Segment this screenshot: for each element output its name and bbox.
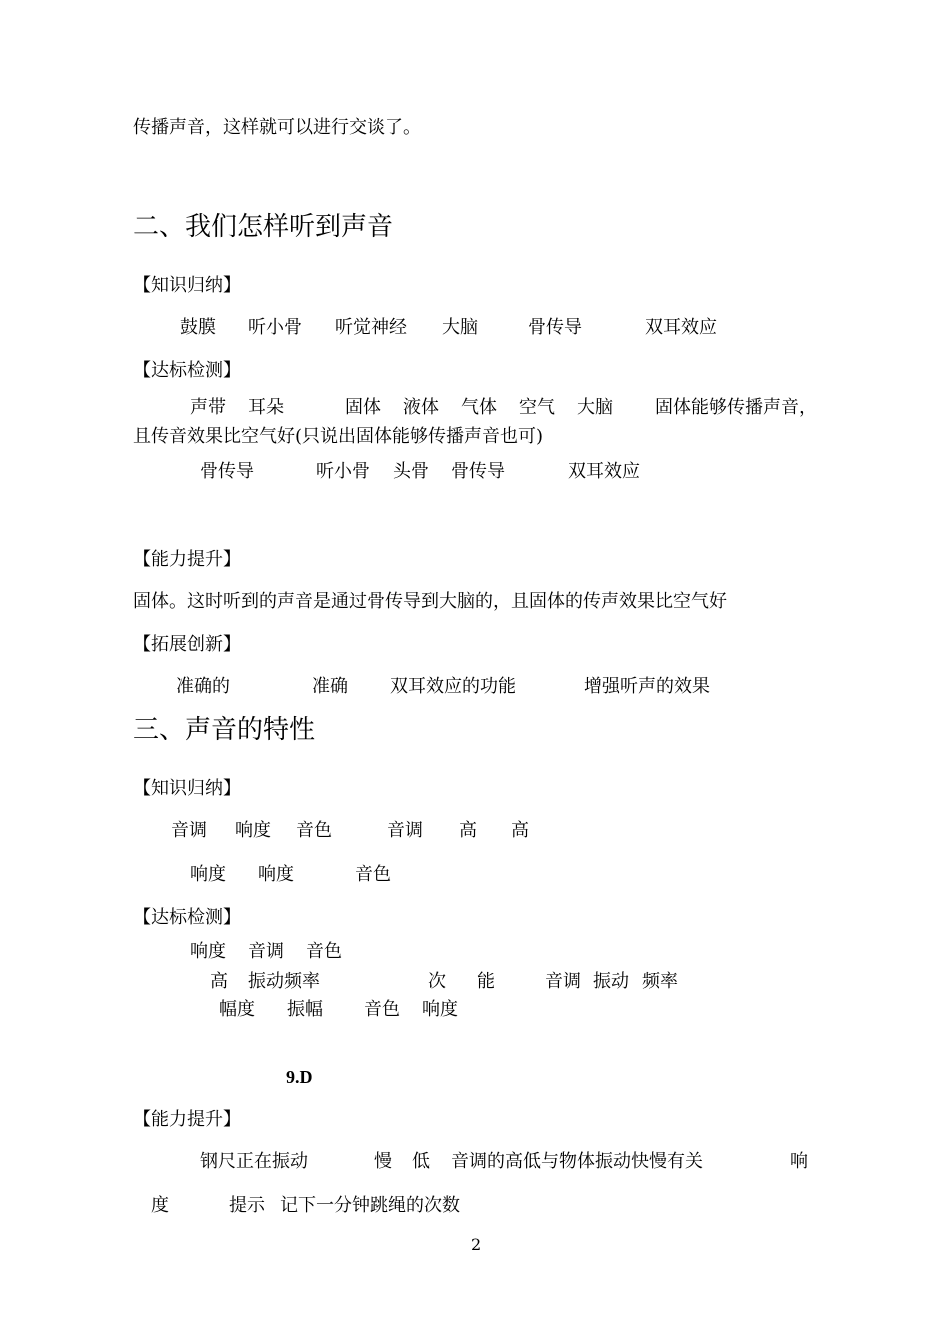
text-line: 固体。这时听到的声音是通过骨传导到大脑的，且固体的传声效果比空气好 bbox=[133, 591, 727, 612]
answer: 声带 bbox=[190, 397, 226, 418]
answer: 空气 bbox=[519, 397, 555, 418]
answer: 振动 bbox=[593, 971, 629, 992]
answer: 响度 bbox=[190, 941, 226, 962]
answer: 双耳效应 bbox=[568, 461, 640, 482]
section-heading: 二、我们怎样听到声音 bbox=[133, 212, 394, 242]
subsection-label: 【能力提升】 bbox=[133, 1109, 241, 1130]
answer: 音色 bbox=[364, 999, 400, 1020]
answer: 音调 bbox=[171, 820, 207, 841]
answer: 耳朵 bbox=[248, 397, 284, 418]
subsection-label: 【达标检测】 bbox=[133, 907, 241, 928]
answer: 大脑 bbox=[442, 317, 478, 338]
answer: 双耳效应 bbox=[645, 317, 717, 338]
subsection-label: 【知识归纳】 bbox=[133, 275, 241, 296]
subsection-label: 【知识归纳】 bbox=[133, 778, 241, 799]
answer: 音色 bbox=[296, 820, 332, 841]
answer: 固体 bbox=[345, 397, 381, 418]
answer: 骨传导 bbox=[451, 461, 505, 482]
answer: 能 bbox=[477, 971, 495, 992]
answer: 听小骨 bbox=[316, 461, 370, 482]
answer: 大脑 bbox=[577, 397, 613, 418]
text-line: 传播声音，这样就可以进行交谈了。 bbox=[133, 117, 421, 138]
answer: 度 bbox=[151, 1195, 169, 1216]
answer: 头骨 bbox=[393, 461, 429, 482]
answer: 高 bbox=[511, 820, 529, 841]
answer: 次 bbox=[428, 971, 446, 992]
answer: 振幅 bbox=[287, 999, 323, 1020]
answer: 固体能够传播声音， bbox=[655, 397, 817, 418]
answer: 低 bbox=[412, 1151, 430, 1172]
answer: 听小骨 bbox=[248, 317, 302, 338]
subsection-label: 【能力提升】 bbox=[133, 549, 241, 570]
subsection-label: 【拓展创新】 bbox=[133, 634, 241, 655]
page-number: 2 bbox=[471, 1235, 482, 1254]
answer: 音调 bbox=[248, 941, 284, 962]
subsection-label: 【达标检测】 bbox=[133, 360, 241, 381]
answer-choice: 9.D bbox=[286, 1067, 313, 1087]
answer: 听觉神经 bbox=[335, 317, 407, 338]
answer: 振动频率 bbox=[248, 971, 320, 992]
answer: 音色 bbox=[306, 941, 342, 962]
answer: 气体 bbox=[461, 397, 497, 418]
answer: 音调 bbox=[545, 971, 581, 992]
answer: 频率 bbox=[642, 971, 678, 992]
answer: 鼓膜 bbox=[180, 317, 216, 338]
answer: 音调的高低与物体振动快慢有关 bbox=[451, 1151, 703, 1172]
answer: 钢尺正在振动 bbox=[200, 1151, 308, 1172]
answer: 响度 bbox=[258, 864, 294, 885]
answer: 音色 bbox=[355, 864, 391, 885]
section-heading: 三、声音的特性 bbox=[133, 715, 316, 745]
answer: 准确 bbox=[312, 676, 348, 697]
answer: 骨传导 bbox=[200, 461, 254, 482]
answer: 准确的 bbox=[176, 676, 230, 697]
answer: 且传音效果比空气好(只说出固体能够传播声音也可) bbox=[133, 426, 544, 447]
answer: 响度 bbox=[235, 820, 271, 841]
answer: 骨传导 bbox=[528, 317, 582, 338]
answer: 响度 bbox=[190, 864, 226, 885]
answer: 慢 bbox=[374, 1151, 392, 1172]
answer: 响 bbox=[790, 1151, 808, 1172]
answer: 液体 bbox=[403, 397, 439, 418]
answer: 提示 bbox=[229, 1195, 265, 1216]
answer: 响度 bbox=[422, 999, 458, 1020]
answer: 记下一分钟跳绳的次数 bbox=[280, 1195, 460, 1216]
answer: 双耳效应的功能 bbox=[390, 676, 516, 697]
answer: 音调 bbox=[387, 820, 423, 841]
answer: 增强听声的效果 bbox=[584, 676, 710, 697]
answer: 高 bbox=[210, 971, 228, 992]
answer: 高 bbox=[459, 820, 477, 841]
answer: 幅度 bbox=[219, 999, 255, 1020]
